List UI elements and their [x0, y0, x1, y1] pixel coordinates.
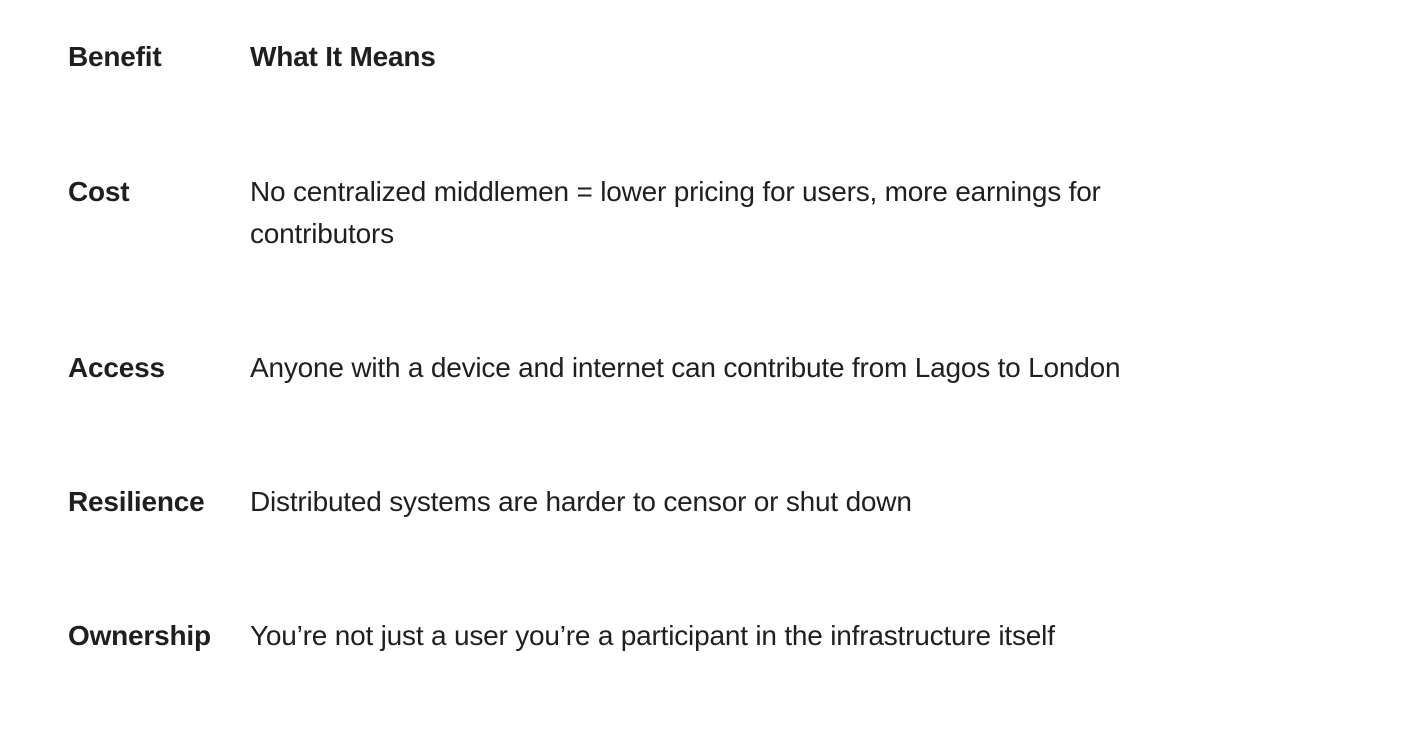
meaning-cell: You’re not just a user you’re a participant in the infrastructure itself	[250, 620, 1055, 651]
header-benefit: Benefit	[68, 41, 162, 72]
benefit-cell: Resilience	[68, 486, 205, 517]
benefit-cell: Cost	[68, 176, 130, 207]
meaning-cell: Anyone with a device and internet can contribute from Lagos to London	[250, 352, 1121, 383]
header-what-it-means: What It Means	[250, 41, 436, 72]
benefit-cell: Access	[68, 352, 165, 383]
meaning-cell: Distributed systems are harder to censor or shut down	[250, 486, 912, 517]
meaning-cell: No centralized middlemen = lower pricing for users, more earnings for contributors	[250, 176, 1101, 249]
benefit-cell: Ownership	[68, 620, 211, 651]
